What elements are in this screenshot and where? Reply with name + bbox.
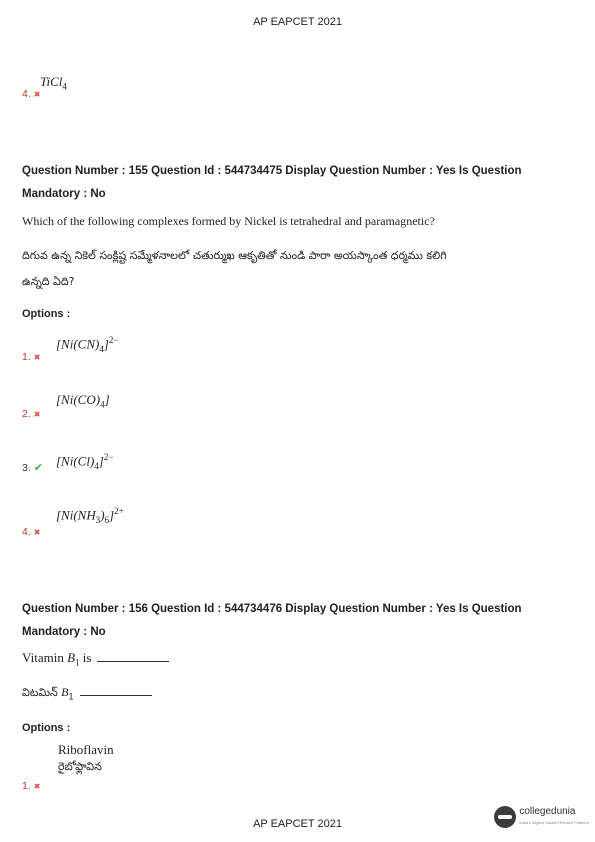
option-4-formula: $[Ni(NH_3)_6]^{2+}$ [56, 506, 124, 525]
question-155-header [22, 160, 577, 206]
question-mandatory-line: Mandatory : No [22, 626, 106, 638]
correct-icon: ✔ [33, 462, 43, 474]
question-meta-line: Question Number : 155 Question Id : 544734475 Display Question Number : Yes Is Question [22, 165, 522, 177]
wrong-icon: ✖ [33, 528, 41, 537]
question-155-text-te: దిగువ ఉన్న నికెల్ సంక్లిష్ట సమ్మేళనాలలో చతుర్ముఖ ఆకృతితో నుండి పారా అయస్కాంత ధర్మము కలిగి ఉన్నది ఏది? [22, 249, 447, 288]
collegedunia-logo: collegedunia India's largest Student Review Platform [494, 806, 589, 828]
question-156-text-en: Vitamin $B_1$ is [22, 650, 169, 668]
wrong-icon: ✖ [33, 90, 41, 99]
page-footer: AP EAPCET 2021 [253, 818, 342, 830]
question-155-text-en: Which of the following complexes formed by Nickel is tetrahedral and paramagnetic? [22, 214, 435, 228]
logo-icon [494, 806, 516, 828]
answer-blank [80, 685, 152, 696]
option-4: $[Ni(NH_3)_6]^{2+}$ 4. ✖ [22, 506, 124, 538]
option-1: $[Ni(CN)_4]^{2-}$ 1. ✖ [22, 335, 119, 363]
option-3: $[Ni(Cl)_4]^{2-}$ 3. ✔ [22, 452, 114, 474]
prev-option-formula: TiCl$_4$ [40, 74, 67, 92]
wrong-icon: ✖ [33, 782, 41, 791]
option-2: $[Ni(CO)_4]$ 2. ✖ [22, 392, 110, 420]
option-1-text-en: Riboflavin [58, 742, 114, 757]
option-1: Riboflavin రైబోఫ్లావిన 1. ✖ [22, 742, 114, 792]
option-3-formula: $[Ni(Cl)_4]^{2-}$ [56, 452, 114, 471]
question-156-text-te: విటమిన్ $B_1$ [22, 685, 152, 702]
answer-blank [97, 651, 169, 662]
options-label: Options : [22, 308, 71, 320]
option-2-formula: $[Ni(CO)_4]$ [56, 392, 110, 410]
page-header: AP EAPCET 2021 [253, 16, 342, 28]
prev-option-number: 4. [22, 88, 31, 100]
options-label: Options : [22, 722, 71, 734]
option-1-text-te: రైబోఫ్లావిన [58, 760, 102, 773]
question-mandatory-line: Mandatory : No [22, 188, 106, 200]
question-meta-line: Question Number : 156 Question Id : 544734476 Display Question Number : Yes Is Question [22, 603, 522, 615]
wrong-icon: ✖ [33, 410, 41, 419]
question-156-header [22, 598, 577, 644]
wrong-icon: ✖ [33, 353, 41, 362]
option-1-formula: $[Ni(CN)_4]^{2-}$ [56, 335, 119, 354]
